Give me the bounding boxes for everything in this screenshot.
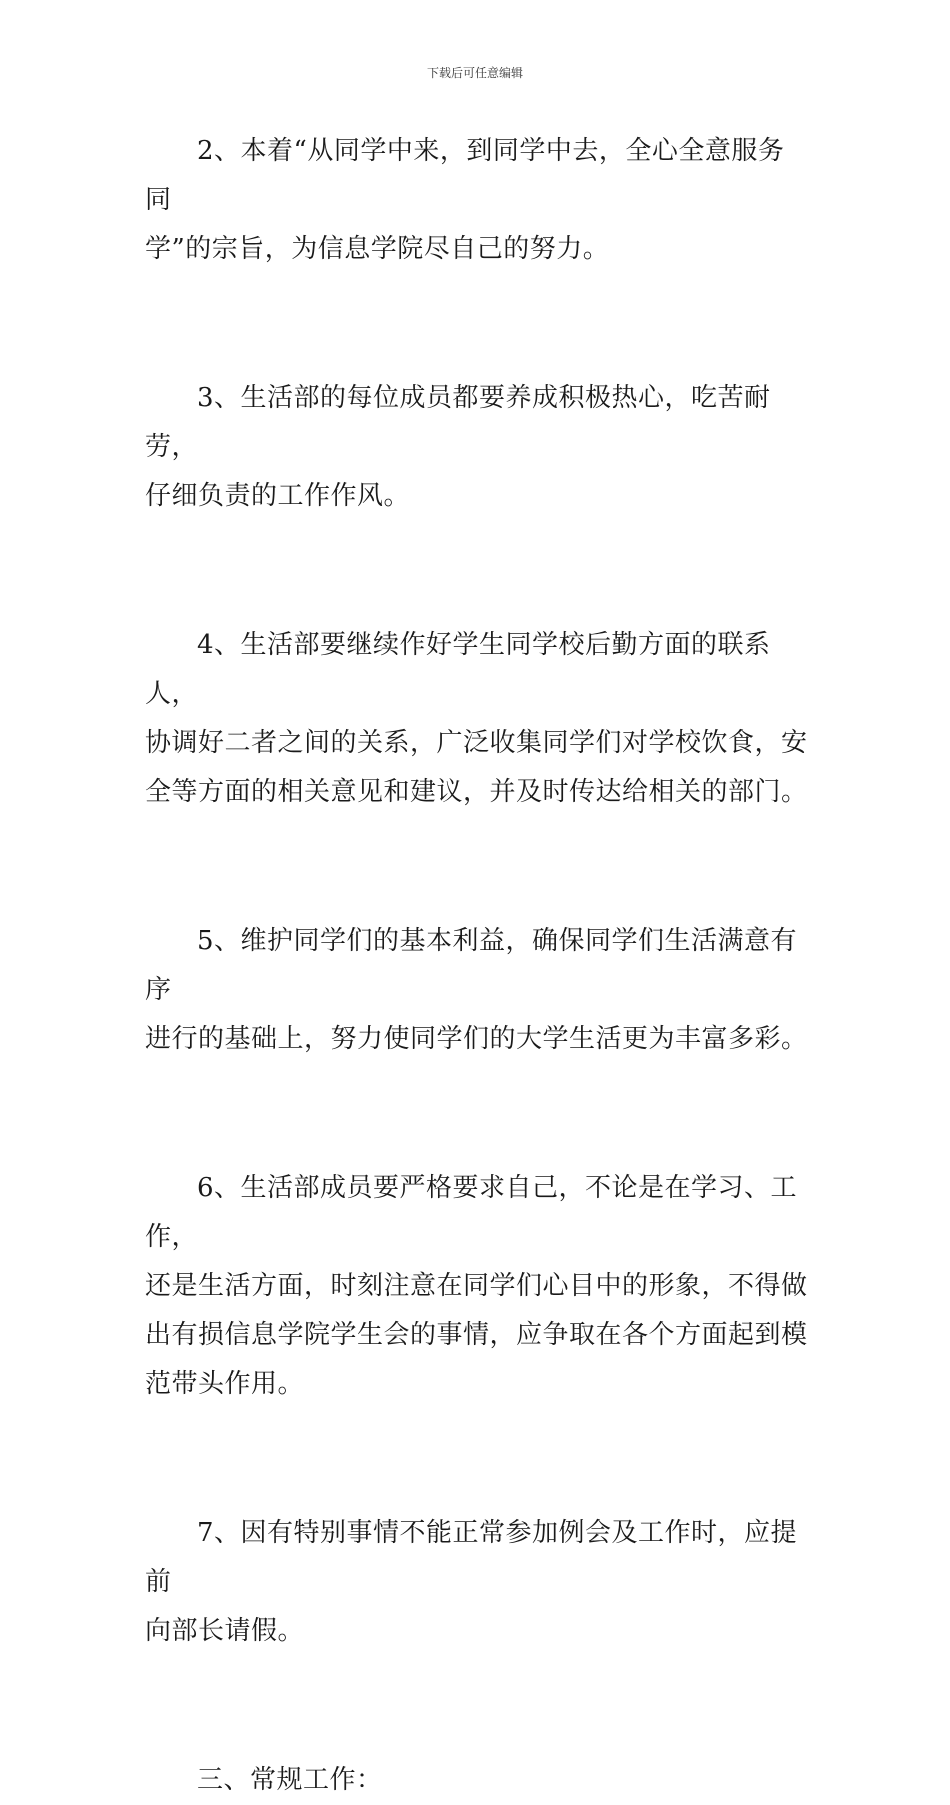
paragraph-item-3 bbox=[145, 374, 810, 521]
document-body bbox=[145, 127, 810, 1805]
paragraph-item-6 bbox=[145, 1164, 810, 1409]
section-heading-routine-work bbox=[145, 1756, 810, 1805]
paragraph-item-4 bbox=[145, 621, 810, 817]
paragraph-line: 还是生活方面，时刻注意在同学们心目中的形象，不得做 bbox=[145, 1271, 808, 1301]
paragraph-line: 2、本着“从同学中来，到同学中去，全心全意服务同 bbox=[145, 136, 785, 215]
paragraph-line: 5、维护同学们的基本利益，确保同学们生活满意有序 bbox=[145, 926, 798, 1005]
paragraph-line: 仔细负责的工作作风。 bbox=[145, 481, 411, 511]
paragraph-item-5 bbox=[145, 917, 810, 1064]
paragraph-item-2 bbox=[145, 127, 810, 274]
paragraph-line: 出有损信息学院学生会的事情，应争取在各个方面起到模 bbox=[145, 1320, 808, 1350]
paragraph-line: 全等方面的相关意见和建议，并及时传达给相关的部门。 bbox=[145, 777, 808, 807]
paragraph-line: 向部长请假。 bbox=[145, 1616, 305, 1646]
paragraph-line: 3、生活部的每位成员都要养成积极热心，吃苦耐劳， bbox=[145, 383, 771, 462]
paragraph-line: 4、生活部要继续作好学生同学校后勤方面的联系人， bbox=[145, 630, 771, 709]
paragraph-line: 进行的基础上，努力使同学们的大学生活更为丰富多彩。 bbox=[145, 1024, 808, 1054]
page-header: 下载后可任意编辑 bbox=[426, 66, 523, 80]
paragraph-line: 协调好二者之间的关系，广泛收集同学们对学校饮食，安 bbox=[145, 728, 808, 758]
paragraph-line: 范带头作用。 bbox=[145, 1369, 305, 1399]
section-heading-text: 三、常规工作： bbox=[197, 1765, 383, 1795]
paragraph-line: 7、因有特别事情不能正常参加例会及工作时，应提前 bbox=[145, 1518, 798, 1597]
paragraph-item-7 bbox=[145, 1509, 810, 1656]
paragraph-line: 6、生活部成员要严格要求自己，不论是在学习、工作， bbox=[145, 1173, 798, 1252]
paragraph-line: 学”的宗旨，为信息学院尽自己的努力。 bbox=[145, 234, 610, 264]
